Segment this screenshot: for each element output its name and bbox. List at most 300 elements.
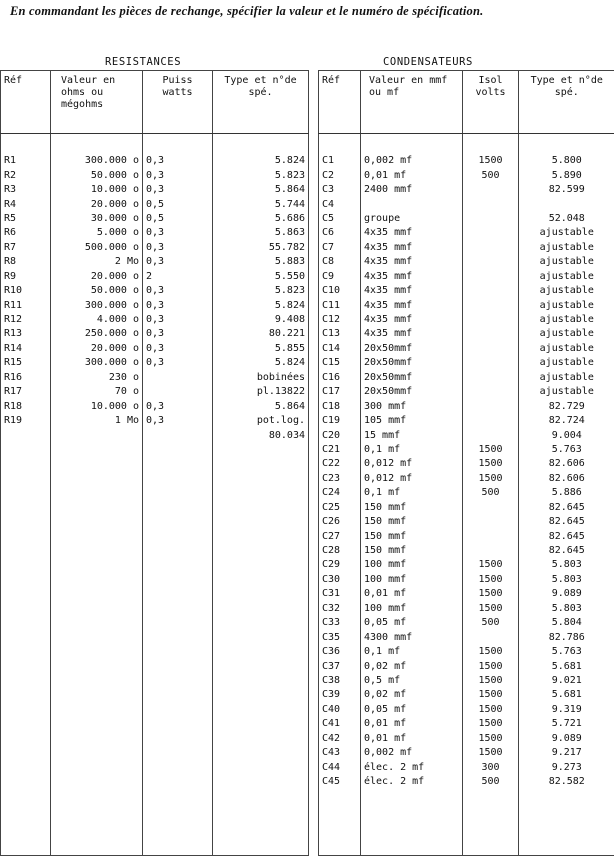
table-row (319, 486, 614, 500)
cap-cell-col2: 500 (463, 168, 519, 182)
table-row (319, 197, 614, 211)
cap-cell-col0: C14 (322, 342, 341, 354)
res-cell-col3: 55.782 (213, 241, 309, 255)
cap-cell-col3: 9.217 (519, 746, 614, 760)
table-row (1, 298, 309, 312)
cap-cell-col3: ajustable (519, 356, 614, 370)
cap-fill-cell (361, 789, 463, 855)
cap-cell-col1: 4300 mmf (361, 630, 463, 644)
res-cell-col1: 500.000 o (51, 241, 143, 255)
res-header-type: Type et n°de spé. (213, 71, 309, 134)
cap-cell-col3: 82.645 (519, 501, 614, 515)
cap-cell-col0: C33 (322, 617, 341, 629)
res-cell-col3: 80.221 (213, 327, 309, 341)
condensateurs-header-row (319, 71, 614, 134)
res-cell-col1: 300.000 o (51, 154, 143, 168)
cap-cell-col1: 0,002 mf (361, 154, 463, 168)
table-row (319, 515, 614, 529)
cap-cell-col1: 0,05 mf (361, 703, 463, 717)
cap-cell-col2: 1500 (463, 659, 519, 673)
table-row (1, 183, 309, 197)
cap-cell-col1: 0,1 mf (361, 486, 463, 500)
table-row (319, 226, 614, 240)
res-cell-col0: R3 (4, 184, 17, 196)
cap-cell-col3: 5.721 (519, 717, 614, 731)
cap-cell-col3: 82.606 (519, 457, 614, 471)
table-row (319, 775, 614, 789)
cap-cell-col0: C35 (322, 631, 341, 643)
cap-cell-col0: C11 (322, 299, 341, 311)
cap-cell-col3: 5.763 (519, 645, 614, 659)
res-cell-col0: R13 (4, 328, 23, 340)
cap-cell-col1: 0,01 mf (361, 587, 463, 601)
intro-instruction: En commandant les pièces de rechange, spécifier la valeur et le numéro de spécification. (10, 4, 484, 18)
cap-cell-col0: C43 (322, 747, 341, 759)
cap-cell-col3: ajustable (519, 371, 614, 385)
condensateurs-title: CONDENSATEURS (383, 56, 473, 68)
cap-cell-col2: 1500 (463, 688, 519, 702)
cap-cell-col3: ajustable (519, 385, 614, 399)
cap-cell-col0: C8 (322, 256, 335, 268)
cap-cell-col1: 0,05 mf (361, 616, 463, 630)
cap-cell-col2 (463, 501, 519, 515)
res-fill-cell (1, 443, 51, 856)
res-cell-col3: pl.13822 (213, 385, 309, 399)
cap-cell-col2 (463, 241, 519, 255)
cap-cell-col1: 100 mmf (361, 573, 463, 587)
cap-spacer-cell (361, 134, 463, 155)
res-cell-col1: 70 o (51, 385, 143, 399)
cap-cell-col3: 5.886 (519, 486, 614, 500)
cap-cell-col2: 500 (463, 775, 519, 789)
cap-cell-col2 (463, 255, 519, 269)
cap-cell-col0: C24 (322, 487, 341, 499)
table-row (319, 544, 614, 558)
cap-cell-col0: C12 (322, 314, 341, 326)
cap-header-isol: Isol volts (463, 71, 519, 134)
cap-cell-col1: 150 mmf (361, 544, 463, 558)
cap-header-valeur: Valeur en mmf ou mf (361, 71, 463, 134)
table-row (319, 385, 614, 399)
cap-cell-col0: C22 (322, 458, 341, 470)
res-cell-col1: 10.000 o (51, 183, 143, 197)
cap-cell-col3: 9.021 (519, 674, 614, 688)
cap-cell-col2 (463, 284, 519, 298)
cap-fill-cell (319, 789, 361, 855)
cap-cell-col1: 4x35 mmf (361, 241, 463, 255)
cap-cell-col3: 5.763 (519, 443, 614, 457)
res-cell-col2: 0,3 (143, 154, 213, 168)
cap-cell-col0: C26 (322, 516, 341, 528)
cap-cell-col0: C21 (322, 443, 341, 455)
table-row (319, 587, 614, 601)
cap-cell-col2: 1500 (463, 645, 519, 659)
cap-cell-col3: 9.273 (519, 760, 614, 774)
cap-cell-col0: C23 (322, 472, 341, 484)
res-cell-col0: R5 (4, 212, 17, 224)
cap-cell-col0: C45 (322, 776, 341, 788)
res-cell-col3: 5.883 (213, 255, 309, 269)
table-row (1, 226, 309, 240)
cap-spacer-cell (519, 134, 614, 155)
cap-cell-col0: C9 (322, 270, 335, 282)
cap-cell-col1: 4x35 mmf (361, 298, 463, 312)
res-cell-col2: 0,3 (143, 327, 213, 341)
table-row (319, 746, 614, 760)
table-row (319, 472, 614, 486)
cap-cell-col1: 20x50mmf (361, 342, 463, 356)
res-cell-col0: R6 (4, 227, 17, 239)
cap-cell-col1: 0,01 mf (361, 732, 463, 746)
cap-cell-col0: C39 (322, 689, 341, 701)
cap-cell-col1: 300 mmf (361, 399, 463, 413)
res-cell-col1: 250.000 o (51, 327, 143, 341)
cap-cell-col3: ajustable (519, 313, 614, 327)
cap-cell-col3: 82.645 (519, 544, 614, 558)
res-cell-col3: 5.864 (213, 399, 309, 413)
table-row (319, 703, 614, 717)
res-cell-col2: 0,3 (143, 356, 213, 370)
res-cell-col1: 20.000 o (51, 270, 143, 284)
res-cell-col2: 2 (143, 270, 213, 284)
cap-cell-col3: ajustable (519, 327, 614, 341)
cap-cell-col0: C44 (322, 761, 341, 773)
cap-fill-cell (463, 789, 519, 855)
table-row (319, 760, 614, 774)
cap-cell-col2: 1500 (463, 472, 519, 486)
table-row (319, 212, 614, 226)
res-cell-col1: 20.000 o (51, 342, 143, 356)
table-row (319, 154, 614, 168)
cap-cell-col2: 1500 (463, 703, 519, 717)
cap-cell-col0: C32 (322, 602, 341, 614)
table-row (1, 371, 309, 385)
cap-cell-col0: C38 (322, 674, 341, 686)
res-spacer-cell (213, 134, 309, 155)
res-cell-col3: 5.686 (213, 212, 309, 226)
res-cell-col2: 0,3 (143, 226, 213, 240)
res-cell-col3: 5.550 (213, 270, 309, 284)
table-row (319, 688, 614, 702)
cap-cell-col2 (463, 529, 519, 543)
cap-cell-col2: 1500 (463, 602, 519, 616)
cap-cell-col2 (463, 197, 519, 211)
res-cell-col1: 50.000 o (51, 284, 143, 298)
res-cell-col2 (143, 428, 213, 442)
cap-cell-col0: C16 (322, 371, 341, 383)
table-row (319, 645, 614, 659)
cap-cell-col3: 5.803 (519, 558, 614, 572)
table-row (319, 616, 614, 630)
cap-cell-col1: 4x35 mmf (361, 327, 463, 341)
cap-cell-col3: 9.089 (519, 732, 614, 746)
condensateurs-table (318, 70, 614, 856)
table-row (319, 717, 614, 731)
cap-cell-col3: 9.004 (519, 428, 614, 442)
cap-cell-col3: 82.582 (519, 775, 614, 789)
res-cell-col2: 0,3 (143, 284, 213, 298)
cap-cell-col3: 9.319 (519, 703, 614, 717)
resistances-header-row (1, 71, 309, 134)
cap-cell-col2 (463, 414, 519, 428)
res-cell-col3: 5.864 (213, 183, 309, 197)
table-row (1, 168, 309, 182)
res-cell-col1: 20.000 o (51, 197, 143, 211)
cap-cell-col1: 15 mmf (361, 428, 463, 442)
cap-cell-col3: 52.048 (519, 212, 614, 226)
cap-cell-col1: 20x50mmf (361, 371, 463, 385)
res-cell-col3: 5.824 (213, 154, 309, 168)
cap-cell-col1: 0,1 mf (361, 443, 463, 457)
cap-cell-col1: 0,01 mf (361, 168, 463, 182)
cap-cell-col3: 5.803 (519, 602, 614, 616)
res-cell-col2 (143, 371, 213, 385)
res-spacer-row (1, 134, 309, 155)
cap-cell-col1: 150 mmf (361, 501, 463, 515)
cap-cell-col0: C30 (322, 573, 341, 585)
table-row (319, 529, 614, 543)
cap-cell-col1: 2400 mmf (361, 183, 463, 197)
cap-cell-col3: 5.681 (519, 688, 614, 702)
cap-cell-col1 (361, 197, 463, 211)
cap-cell-col0: C40 (322, 703, 341, 715)
res-cell-col1 (51, 428, 143, 442)
cap-cell-col2: 500 (463, 486, 519, 500)
cap-header-ref: Réf (319, 71, 361, 134)
cap-cell-col1: élec. 2 mf (361, 775, 463, 789)
cap-cell-col2 (463, 183, 519, 197)
res-cell-col2: 0,3 (143, 255, 213, 269)
cap-cell-col3: ajustable (519, 298, 614, 312)
res-cell-col1: 5.000 o (51, 226, 143, 240)
res-header-ref: Réf (1, 71, 51, 134)
cap-cell-col0: C4 (322, 198, 335, 210)
table-row (319, 168, 614, 182)
cap-fill-cell (519, 789, 614, 855)
table-row (319, 602, 614, 616)
cap-cell-col0: C6 (322, 227, 335, 239)
cap-cell-col1: 0,012 mf (361, 457, 463, 471)
res-cell-col3: 5.824 (213, 356, 309, 370)
res-cell-col1: 1 Mo (51, 414, 143, 428)
res-cell-col3: 80.034 (213, 428, 309, 442)
cap-cell-col2 (463, 270, 519, 284)
res-spacer-cell (1, 134, 51, 155)
cap-cell-col0: C13 (322, 328, 341, 340)
res-cell-col1: 230 o (51, 371, 143, 385)
cap-cell-col1: 0,002 mf (361, 746, 463, 760)
table-row (1, 255, 309, 269)
table-row (319, 457, 614, 471)
res-cell-col3: 5.823 (213, 284, 309, 298)
res-cell-col3: 5.855 (213, 342, 309, 356)
table-row (319, 501, 614, 515)
res-cell-col0: R1 (4, 155, 17, 167)
table-row (319, 630, 614, 644)
cap-cell-col1: 0,02 mf (361, 659, 463, 673)
cap-cell-col0: C17 (322, 386, 341, 398)
cap-cell-col3: ajustable (519, 270, 614, 284)
cap-cell-col1: 4x35 mmf (361, 255, 463, 269)
res-cell-col2: 0,3 (143, 241, 213, 255)
res-cell-col1: 50.000 o (51, 168, 143, 182)
cap-cell-col0: C20 (322, 429, 341, 441)
table-row (319, 241, 614, 255)
table-row (1, 197, 309, 211)
table-row (319, 356, 614, 370)
cap-header-type: Type et n°de spé. (519, 71, 614, 134)
res-cell-col2: 0,3 (143, 342, 213, 356)
cap-cell-col2 (463, 428, 519, 442)
res-cell-col2: 0,3 (143, 298, 213, 312)
cap-cell-col3: ajustable (519, 255, 614, 269)
cap-cell-col2: 1500 (463, 587, 519, 601)
res-cell-col2: 0,3 (143, 183, 213, 197)
cap-cell-col3: ajustable (519, 342, 614, 356)
cap-cell-col3: 5.800 (519, 154, 614, 168)
cap-cell-col1: 100 mmf (361, 602, 463, 616)
res-cell-col2: 0,3 (143, 414, 213, 428)
cap-cell-col1: 0,5 mf (361, 674, 463, 688)
res-cell-col1: 4.000 o (51, 313, 143, 327)
cap-cell-col3: 5.681 (519, 659, 614, 673)
cap-cell-col1: 0,02 mf (361, 688, 463, 702)
cap-cell-col3: ajustable (519, 241, 614, 255)
res-cell-col1: 10.000 o (51, 399, 143, 413)
cap-cell-col0: C19 (322, 415, 341, 427)
table-row (319, 414, 614, 428)
cap-spacer-cell (319, 134, 361, 155)
res-cell-col2: 0,5 (143, 197, 213, 211)
cap-cell-col3: 82.645 (519, 515, 614, 529)
cap-cell-col2: 1500 (463, 674, 519, 688)
cap-spacer-cell (463, 134, 519, 155)
cap-cell-col0: C41 (322, 718, 341, 730)
res-cell-col0: R8 (4, 256, 17, 268)
cap-cell-col1: 105 mmf (361, 414, 463, 428)
cap-cell-col2: 1500 (463, 746, 519, 760)
table-row (1, 342, 309, 356)
res-cell-col3: 5.823 (213, 168, 309, 182)
resistances-table (0, 70, 309, 856)
res-cell-col1: 300.000 o (51, 356, 143, 370)
cap-cell-col1: 20x50mmf (361, 385, 463, 399)
table-row (319, 659, 614, 673)
cap-cell-col0: C7 (322, 241, 335, 253)
table-row (1, 414, 309, 428)
cap-cell-col3: 5.804 (519, 616, 614, 630)
cap-cell-col3: ajustable (519, 226, 614, 240)
cap-cell-col3: 5.890 (519, 168, 614, 182)
res-cell-col1: 30.000 o (51, 212, 143, 226)
res-cell-col2: 0,5 (143, 212, 213, 226)
table-row (1, 313, 309, 327)
res-header-valeur: Valeur en ohms ou mégohms (51, 71, 143, 134)
cap-cell-col3: 82.606 (519, 472, 614, 486)
res-cell-col0: R9 (4, 270, 17, 282)
cap-cell-col2 (463, 212, 519, 226)
cap-cell-col2 (463, 544, 519, 558)
cap-cell-col1: 100 mmf (361, 558, 463, 572)
table-row (319, 399, 614, 413)
cap-cell-col3 (519, 197, 614, 211)
table-row (1, 241, 309, 255)
cap-cell-col2 (463, 356, 519, 370)
cap-cell-col1: groupe (361, 212, 463, 226)
cap-cell-col0: C5 (322, 212, 335, 224)
cap-cell-col1: 0,1 mf (361, 645, 463, 659)
res-cell-col0: R18 (4, 400, 23, 412)
cap-cell-col0: C28 (322, 545, 341, 557)
res-cell-col3: 5.824 (213, 298, 309, 312)
cap-cell-col3: ajustable (519, 284, 614, 298)
table-row (319, 342, 614, 356)
res-cell-col1: 2 Mo (51, 255, 143, 269)
res-cell-col0: R7 (4, 241, 17, 253)
cap-cell-col2: 1500 (463, 732, 519, 746)
cap-cell-col1: élec. 2 mf (361, 760, 463, 774)
res-cell-col2: 0,3 (143, 168, 213, 182)
res-cell-col0: R12 (4, 314, 23, 326)
res-cell-col2: 0,3 (143, 313, 213, 327)
res-cell-col0: R19 (4, 415, 23, 427)
res-fill-cell (51, 443, 143, 856)
res-fill-cell (143, 443, 213, 856)
cap-cell-col0: C18 (322, 400, 341, 412)
cap-cell-col0: C29 (322, 559, 341, 571)
cap-cell-col2 (463, 226, 519, 240)
table-row (1, 270, 309, 284)
cap-cell-col0: C25 (322, 501, 341, 513)
cap-cell-col2: 500 (463, 616, 519, 630)
table-row (319, 428, 614, 442)
cap-cell-col0: C42 (322, 732, 341, 744)
table-row (319, 674, 614, 688)
table-row (319, 298, 614, 312)
table-row (319, 255, 614, 269)
cap-cell-col3: 9.089 (519, 587, 614, 601)
cap-cell-col1: 150 mmf (361, 529, 463, 543)
res-cell-col1: 300.000 o (51, 298, 143, 312)
res-cell-col0: R4 (4, 198, 17, 210)
table-row (1, 385, 309, 399)
cap-cell-col3: 5.803 (519, 573, 614, 587)
table-row (1, 356, 309, 370)
table-row (319, 284, 614, 298)
res-cell-col3: 5.863 (213, 226, 309, 240)
cap-cell-col0: C3 (322, 184, 335, 196)
res-spacer-cell (51, 134, 143, 155)
cap-cell-col3: 82.599 (519, 183, 614, 197)
cap-cell-col0: C36 (322, 646, 341, 658)
res-cell-col3: bobinées (213, 371, 309, 385)
cap-cell-col0: C27 (322, 530, 341, 542)
res-cell-col3: 9.408 (213, 313, 309, 327)
table-row (319, 327, 614, 341)
cap-cell-col2 (463, 313, 519, 327)
cap-cell-col3: 82.724 (519, 414, 614, 428)
cap-cell-col1: 150 mmf (361, 515, 463, 529)
cap-cell-col2: 1500 (463, 573, 519, 587)
cap-cell-col1: 4x35 mmf (361, 284, 463, 298)
cap-cell-col1: 4x35 mmf (361, 226, 463, 240)
res-cell-col3: 5.744 (213, 197, 309, 211)
table-row (319, 313, 614, 327)
table-row (1, 399, 309, 413)
table-row (319, 443, 614, 457)
cap-cell-col2: 1500 (463, 457, 519, 471)
cap-cell-col2: 1500 (463, 717, 519, 731)
